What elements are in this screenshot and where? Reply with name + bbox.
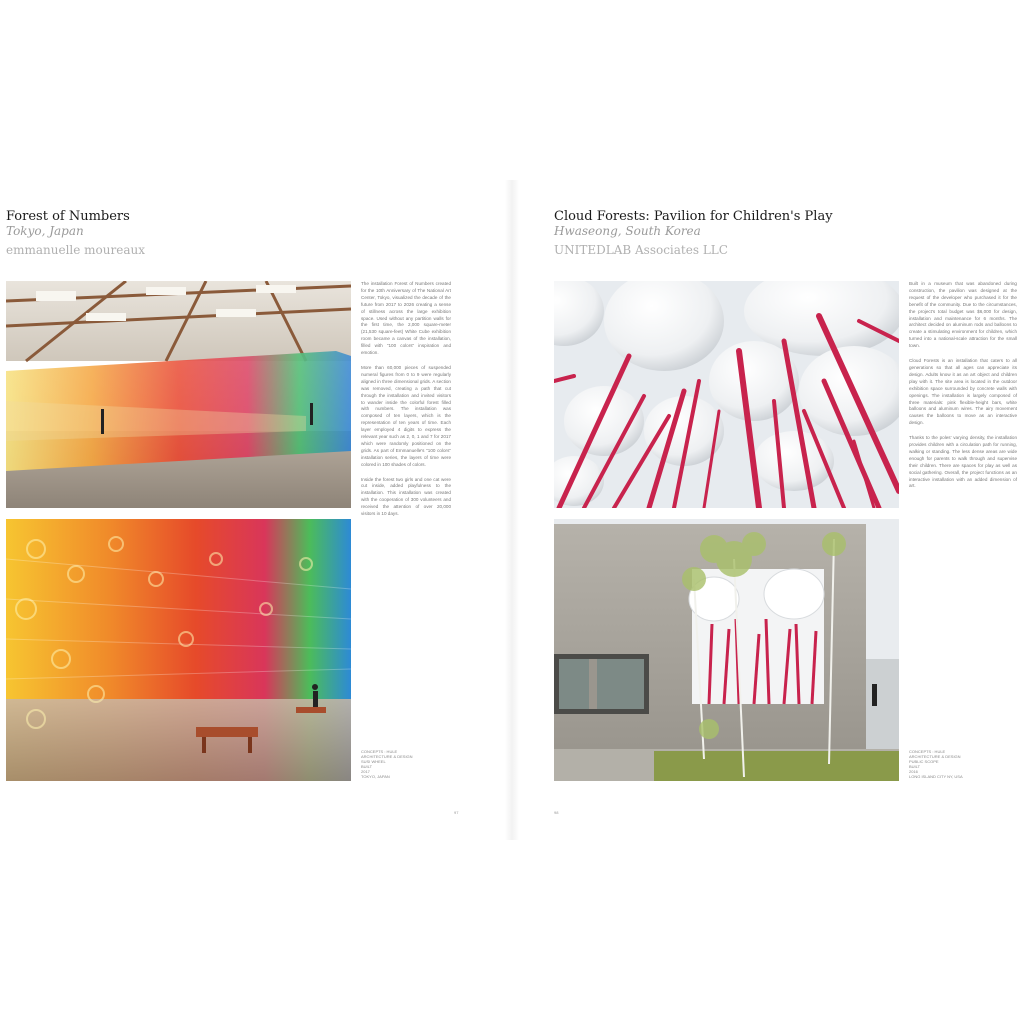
left-page-body (361, 281, 451, 526)
cloud-forests-balloons-photo (554, 281, 899, 508)
right-body-paragraph-3: Thanks to the poles' varying density, the installation provides children with a circulation path for running, walking or standing. The less dense areas are wide enough for parents to walk through and supervise their children. There are spaces for play as well as social gathering. Overall, the project functions as an interactive installation with an added dimension of art. (909, 435, 1017, 489)
right-page-credits (909, 750, 963, 779)
left-body-paragraph-3: Inside the forest two girls and one cat were cut inside, added playfulness to the installation. This installation was created with the cooperation of 300 volunteers and received the attention of over 20,000 visitors in 10 days. (361, 476, 451, 517)
right-page-number: 98 (554, 810, 559, 815)
credit-line: TOKYO, JAPAN (361, 773, 390, 779)
right-page-author: UNITEDLAB Associates LLC (554, 243, 728, 257)
left-page-credits (361, 750, 413, 779)
right-body-paragraph-2: Cloud Forests is an installation that caters to all generations so that all ages can appreciate its design. Adults know it as an art object and children play with it. The site area is located in the outdoor exhibition space surrounded by concrete walls with openings. The installation is largely composed of three materials: pink flexible-height bars, white balloons and aluminum wires. The airy movement causes the balloons to move as an interactive design. (909, 358, 1017, 426)
right-page-location: Hwaseong, South Korea (554, 224, 701, 238)
forest-of-numbers-gallery-photo (6, 281, 351, 508)
credit-line: CONCEPTS : HULE (361, 749, 398, 754)
book-gutter (505, 180, 519, 840)
right-body-paragraph-1: Built in a museum that was abandoned during construction, the pavilion was designed at the request of the developer who purchased it for the benefit of the community. Due to the circumstances, the project's total budget was $6,000 for design, installation and maintenance for 6 months. The architect decided on aluminum rods and balloons to create a stimulating environment for children, which turned into a national-scale attraction for the small town. (909, 281, 1017, 349)
left-page-number: 97 (454, 810, 459, 815)
left-page-author: emmanuelle moureaux (6, 243, 145, 257)
left-page-title: Forest of Numbers (6, 209, 130, 224)
credit-line: SUSI WHEEL (361, 758, 386, 764)
credit-line: BUILT (909, 763, 921, 769)
right-page-body (909, 281, 1017, 498)
credit-line: ARCHITECTURE & DESIGN (361, 753, 413, 759)
forest-of-numbers-closeup-photo (6, 519, 351, 781)
credit-line: CONCEPTS : HULE (909, 749, 946, 754)
credit-line: LONG ISLAND CITY NY, USA (909, 773, 963, 779)
credit-line: PUBLIC SCOPE (909, 758, 939, 764)
right-page-title: Cloud Forests: Pavilion for Children's Play (554, 209, 833, 224)
left-body-paragraph-2: More than 60,000 pieces of suspended numeral figures from 0 to 9 were regularly aligned in three dimensional grids. A section was removed, creating a path that cut through the installation and invited visitors to wander inside the colorful forest filled with numbers. The installation was composed of ten layers, which is the representation of ten years of time. Each layer employed 4 digits to express the relevant year such as 2, 0, 1 and 7 for 2017 which were randomly positioned on the grids. As part of Emmanuelle's "100 colors" installation series, the layers of time were colored in 100 shades of colors. (361, 364, 451, 467)
credit-line: 2017 (361, 768, 370, 774)
cloud-forests-pavilion-photo (554, 519, 899, 781)
credit-line: ARCHITECTURE & DESIGN (909, 753, 961, 759)
credit-line: BUILT (361, 763, 373, 769)
left-page-location: Tokyo, Japan (6, 224, 84, 238)
left-body-paragraph-1: The installation Forest of Numbers created for the 10th Anniversary of The National Art Center, Tokyo, visualized the decade of the future from 2017 to 2026 creating a sense of stillness across the large exhibition space. Used without any partition walls for the first time, the 2,000 square-meter (21,530 square-feet) White Cube exhibition room became a canvas of the installation, filled with "100 colors" inspiration and emotion. (361, 281, 451, 356)
credit-line: 2016 (909, 768, 918, 774)
